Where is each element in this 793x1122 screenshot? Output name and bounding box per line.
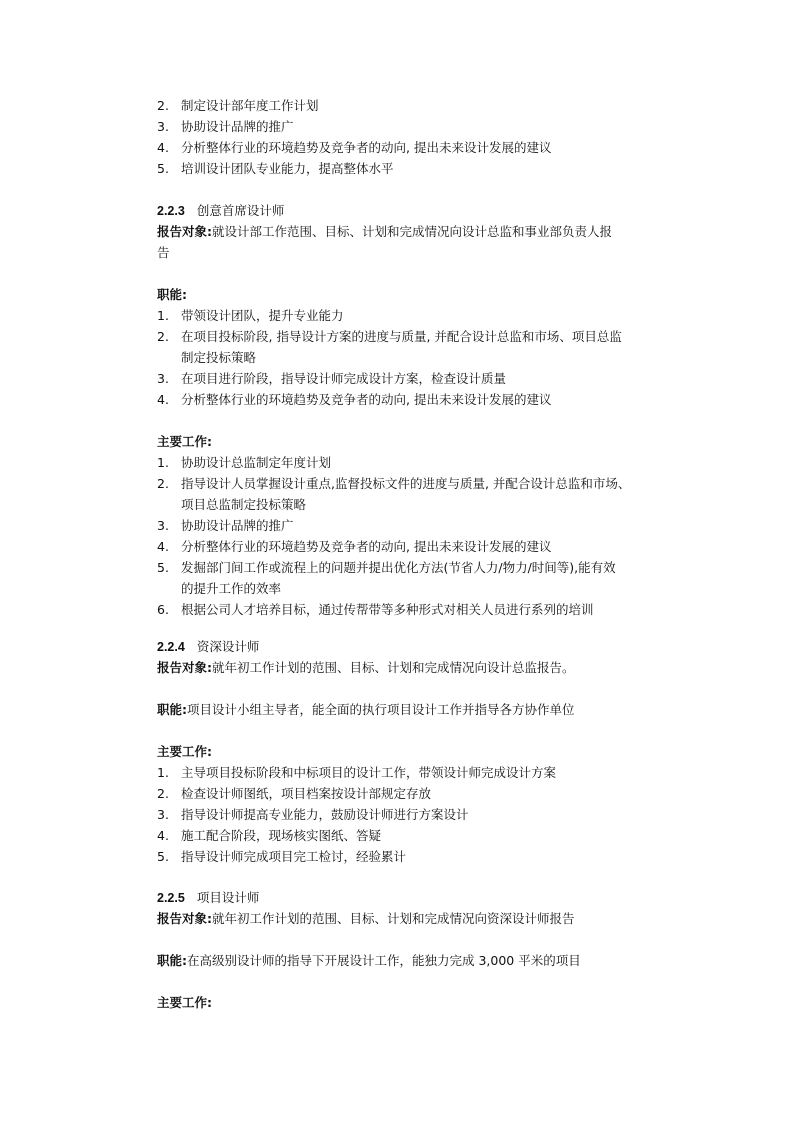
section-number: 2.2.4 — [157, 640, 185, 654]
list-text: 制定设计部年度工作计划 — [181, 98, 319, 113]
list-text: 协助设计品牌的推广 — [181, 518, 294, 533]
list-number: 5. — [157, 161, 169, 176]
list-text: 分析整体行业的环境趋势及竞争者的动向, 提出未来设计发展的建议 — [181, 392, 552, 407]
list-text: 根据公司人才培养目标，通过传帮带等多种形式对相关人员进行系列的培训 — [181, 602, 594, 617]
report-text: 告 — [157, 245, 170, 260]
list-number: 2. — [157, 786, 169, 801]
list-number: 3. — [157, 807, 169, 822]
report-line-continued — [157, 243, 170, 263]
section-title: 资深设计师 — [196, 639, 260, 654]
section-number: 2.2.3 — [157, 204, 185, 218]
list-number: 4. — [157, 392, 169, 407]
duties-label: 职能: — [157, 287, 187, 302]
list-text: 协助设计总监制定年度计划 — [181, 455, 332, 470]
list-text: 的提升工作的效率 — [181, 581, 282, 596]
list-text: 主导项目投标阶段和中标项目的设计工作，带领设计师完成设计方案 — [181, 765, 557, 780]
list-text: 发掘部门间工作或流程上的问题并提出优化方法(节省人力/物力/时间等),能有效 — [181, 560, 616, 575]
list-text: 在项目进行阶段，指导设计师完成设计方案，检查设计质量 — [181, 371, 507, 386]
report-label: 报告对象: — [157, 224, 212, 239]
section-number: 2.2.5 — [157, 891, 185, 905]
list-text: 在项目投标阶段, 指导设计方案的进度与质量, 并配合设计总监和市场、项目总监 — [181, 329, 622, 344]
section-heading — [157, 888, 259, 908]
list-number: 6. — [157, 602, 169, 617]
report-text: 就设计部工作范围、目标、计划和完成情况向设计总监和事业部负责人报 — [212, 224, 613, 239]
report-line — [157, 658, 575, 678]
duties-text: 在高级别设计师的指导下开展设计工作，能独力完成 3,000 平米的项目 — [187, 953, 581, 968]
duties-line — [157, 951, 581, 971]
report-label: 报告对象: — [157, 911, 212, 926]
list-text: 分析整体行业的环境趋势及竞争者的动向, 提出未来设计发展的建议 — [181, 539, 552, 554]
section-heading — [157, 201, 284, 221]
work-label: 主要工作: — [157, 434, 212, 449]
list-text: 施工配合阶段，现场核实图纸、答疑 — [181, 828, 382, 843]
section-title: 项目设计师 — [196, 890, 260, 905]
list-number: 2. — [157, 476, 169, 491]
duties-label: 职能: — [157, 702, 187, 717]
section-heading — [157, 637, 259, 657]
list-number: 4. — [157, 140, 169, 155]
list-text: 带领设计团队，提升专业能力 — [181, 308, 344, 323]
report-line — [157, 222, 612, 242]
list-text: 分析整体行业的环境趋势及竞争者的动向, 提出未来设计发展的建议 — [181, 140, 552, 155]
list-number: 1. — [157, 455, 169, 470]
list-number: 5. — [157, 560, 169, 575]
list-number: 3. — [157, 119, 169, 134]
list-number: 1. — [157, 308, 169, 323]
list-number: 2. — [157, 329, 169, 344]
list-number: 3. — [157, 371, 169, 386]
list-number: 5. — [157, 849, 169, 864]
list-text: 协助设计品牌的推广 — [181, 119, 294, 134]
list-text: 指导设计师完成项目完工检讨，经验累计 — [181, 849, 407, 864]
duties-text: 项目设计小组主导者，能全面的执行项目设计工作并指导各方协作单位 — [187, 702, 575, 717]
report-line — [157, 909, 575, 929]
list-number: 1. — [157, 765, 169, 780]
report-text: 就年初工作计划的范围、目标、计划和完成情况向设计总监报告。 — [212, 660, 575, 675]
report-label: 报告对象: — [157, 660, 212, 675]
work-label: 主要工作: — [157, 995, 212, 1010]
duties-line — [157, 700, 575, 720]
list-text: 指导设计人员掌握设计重点,监督投标文件的进度与质量, 并配合设计总监和市场、 — [181, 476, 631, 491]
list-text: 指导设计师提高专业能力，鼓励设计师进行方案设计 — [181, 807, 469, 822]
section-title: 创意首席设计师 — [196, 203, 285, 218]
list-text: 项目总监制定投标策略 — [181, 497, 307, 512]
work-label: 主要工作: — [157, 744, 212, 759]
list-text: 培训设计团队专业能力，提高整体水平 — [181, 161, 394, 176]
list-text: 检查设计师图纸，项目档案按设计部规定存放 — [181, 786, 432, 801]
duties-label: 职能: — [157, 953, 187, 968]
report-text: 就年初工作计划的范围、目标、计划和完成情况向资深设计师报告 — [212, 911, 575, 926]
list-number: 3. — [157, 518, 169, 533]
list-text: 制定投标策略 — [181, 350, 257, 365]
list-number: 4. — [157, 539, 169, 554]
list-number: 2. — [157, 98, 169, 113]
list-number: 4. — [157, 828, 169, 843]
